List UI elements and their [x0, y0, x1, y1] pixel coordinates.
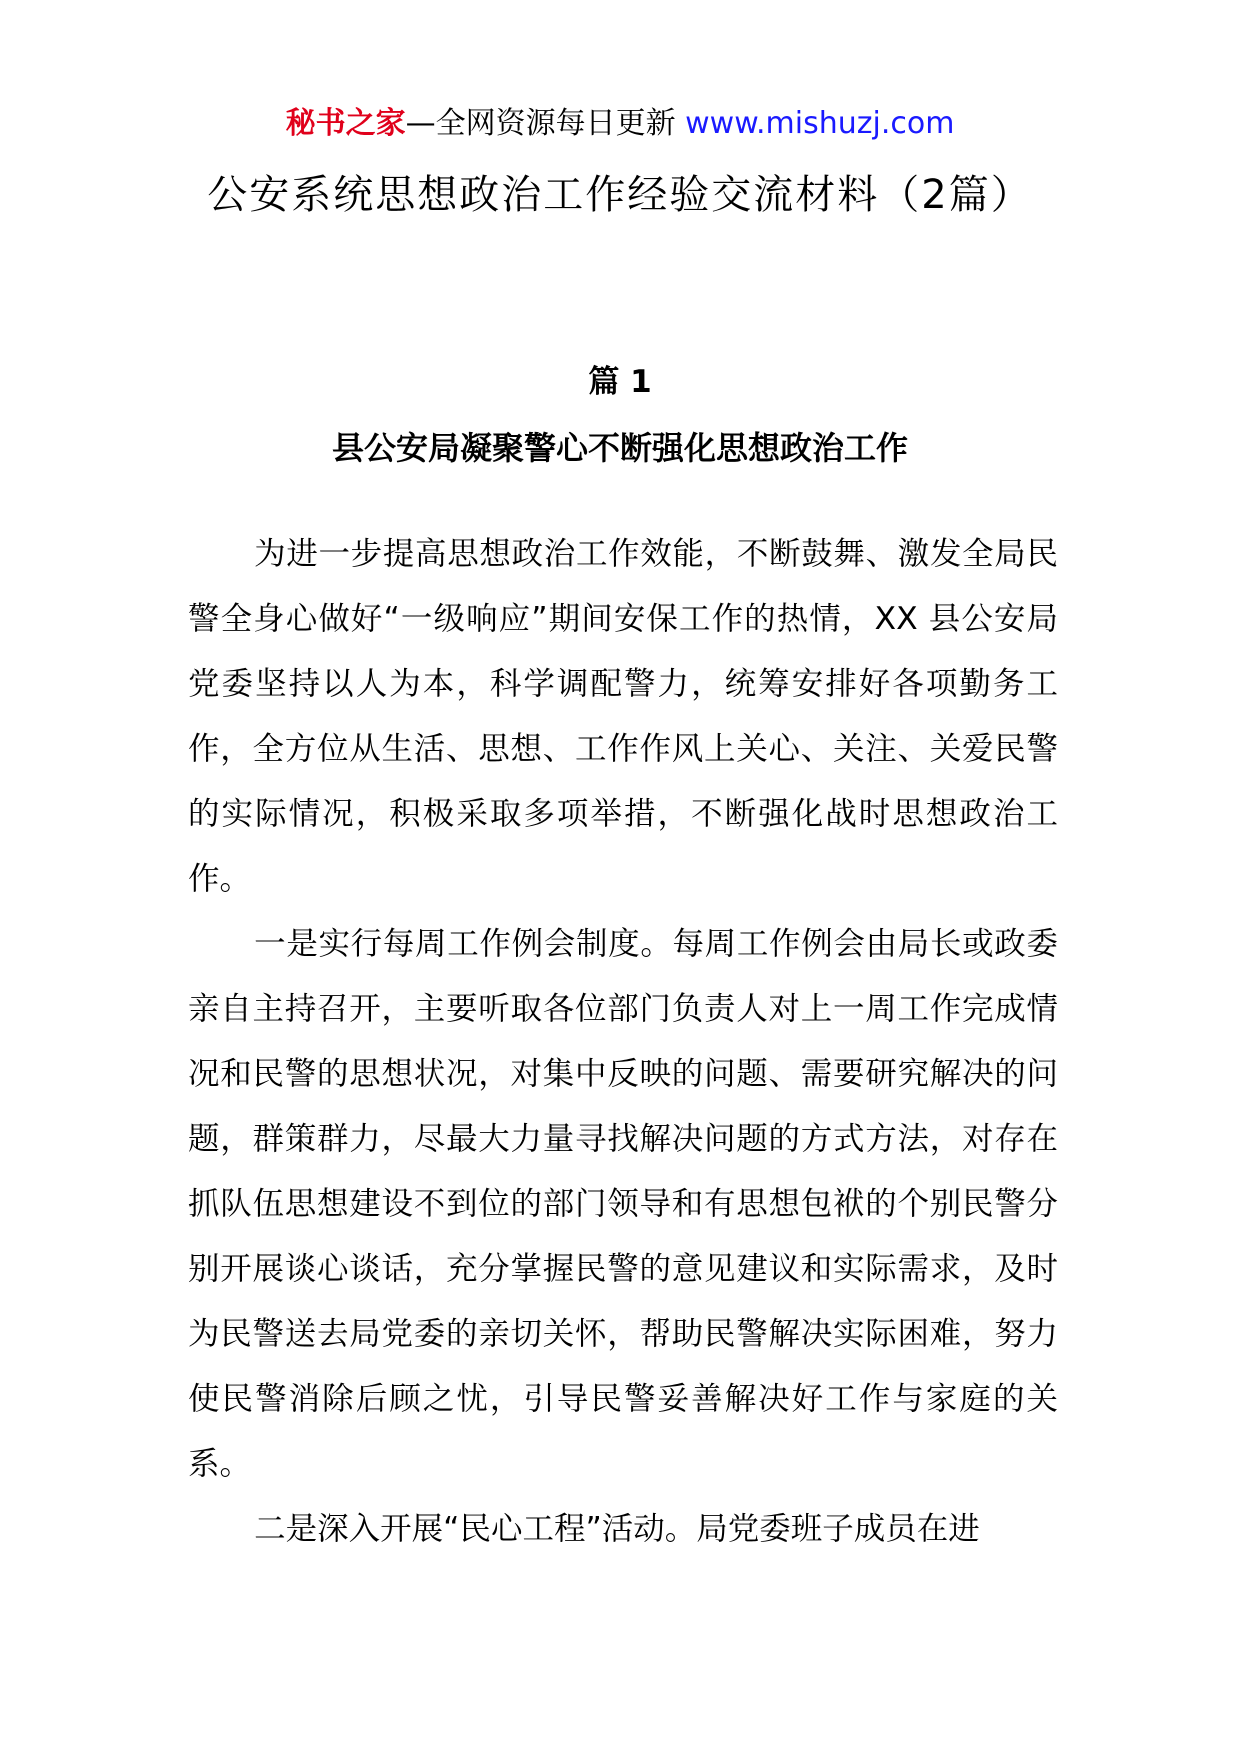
site-url-link[interactable]: www.mishuzj.com: [685, 106, 955, 141]
header-tagline: —全网资源每日更新: [405, 106, 686, 141]
paragraph: 为进一步提高思想政治工作效能，不断鼓舞、激发全局民警全身心做好“一级响应”期间安保工作的热情，XX 县公安局党委坚持以人为本，科学调配警力，统筹安排好各项勤务工作，全方位从生活、思想、工作作风上关心、关注、关爱民警的实际情况，积极采取多项举措，不断强化战时思想政治工作。: [188, 536, 1058, 897]
brand-name: 秘书之家: [285, 106, 406, 141]
section-subtitle: 县公安局凝聚警心不断强化思想政治工作: [331, 429, 908, 467]
paragraph: 二是深入开展“民心工程”活动。局党委班子成员在进: [254, 1511, 980, 1547]
site-header: [0, 104, 1240, 144]
paragraph: 一是实行每周工作例会制度。每周工作例会由局长或政委亲自主持召开，主要听取各位部门负责人对上一周工作完成情况和民警的思想状况，对集中反映的问题、需要研究解决的问题，群策群力，尽最大力量寻找解决问题的方式方法，对存在抓队伍思想建设不到位的部门领导和有思想包袱的个别民警分别开展谈心谈话，充分掌握民警的意见建议和实际需求，及时为民警送去局党委的亲切关怀，帮助民警解决实际困难，努力使民警消除后顾之忧，引导民警妥善解决好工作与家庭的关系。: [188, 926, 1058, 1482]
body-text: [188, 522, 1058, 1562]
document-title: 公安系统思想政治工作经验交流材料（2篇）: [207, 172, 1033, 218]
section-heading: 篇 1: [588, 364, 652, 400]
